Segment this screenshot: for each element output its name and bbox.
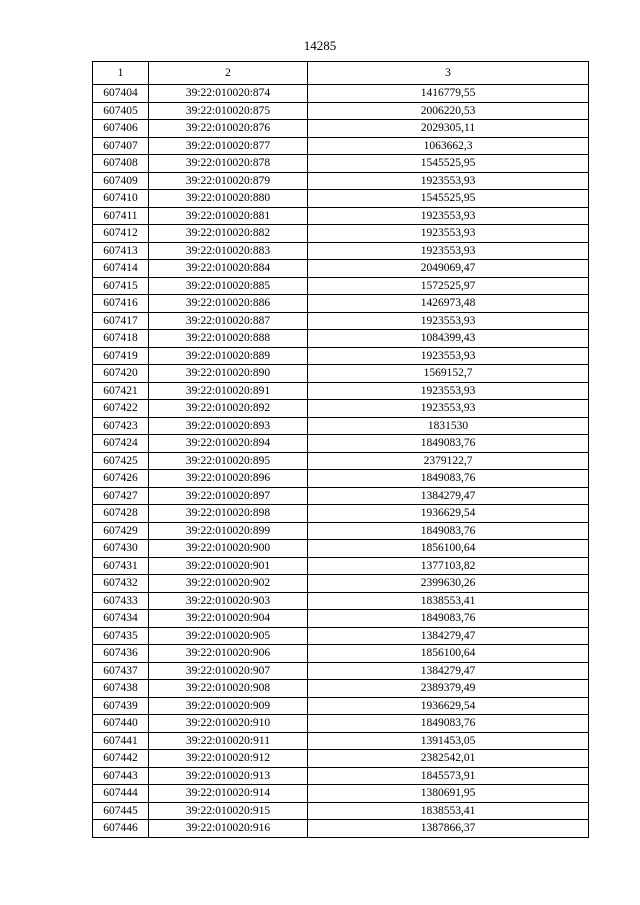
column-header-2: 2 bbox=[149, 62, 308, 85]
cadastral-number-cell: 39:22:010020:897 bbox=[149, 487, 308, 505]
value-cell: 1923553,93 bbox=[308, 382, 589, 400]
table-row bbox=[93, 225, 589, 243]
row-number-cell: 607415 bbox=[93, 277, 149, 295]
row-number-cell: 607422 bbox=[93, 400, 149, 418]
value-cell: 1936629,54 bbox=[308, 505, 589, 523]
value-cell: 2389379,49 bbox=[308, 680, 589, 698]
table-row bbox=[93, 610, 589, 628]
row-number-cell: 607404 bbox=[93, 85, 149, 103]
cadastral-number-cell: 39:22:010020:886 bbox=[149, 295, 308, 313]
value-cell: 1923553,93 bbox=[308, 312, 589, 330]
table-row bbox=[93, 470, 589, 488]
row-number-cell: 607436 bbox=[93, 645, 149, 663]
table-row bbox=[93, 680, 589, 698]
cadastral-number-cell: 39:22:010020:885 bbox=[149, 277, 308, 295]
table-row bbox=[93, 662, 589, 680]
table-row bbox=[93, 400, 589, 418]
table-row bbox=[93, 627, 589, 645]
row-number-cell: 607433 bbox=[93, 592, 149, 610]
row-number-cell: 607407 bbox=[93, 137, 149, 155]
row-number-cell: 607405 bbox=[93, 102, 149, 120]
cadastral-number-cell: 39:22:010020:910 bbox=[149, 715, 308, 733]
row-number-cell: 607442 bbox=[93, 750, 149, 768]
cadastral-number-cell: 39:22:010020:888 bbox=[149, 330, 308, 348]
cadastral-number-cell: 39:22:010020:874 bbox=[149, 85, 308, 103]
cadastral-number-cell: 39:22:010020:906 bbox=[149, 645, 308, 663]
cadastral-number-cell: 39:22:010020:890 bbox=[149, 365, 308, 383]
table-row bbox=[93, 592, 589, 610]
value-cell: 1416779,55 bbox=[308, 85, 589, 103]
value-cell: 1838553,41 bbox=[308, 592, 589, 610]
cadastral-number-cell: 39:22:010020:908 bbox=[149, 680, 308, 698]
cadastral-number-cell: 39:22:010020:909 bbox=[149, 697, 308, 715]
table-row bbox=[93, 172, 589, 190]
value-cell: 1849083,76 bbox=[308, 522, 589, 540]
table-row bbox=[93, 750, 589, 768]
table-row bbox=[93, 365, 589, 383]
page-number: 14285 bbox=[303, 38, 337, 53]
table-row bbox=[93, 435, 589, 453]
cadastral-number-cell: 39:22:010020:879 bbox=[149, 172, 308, 190]
cadastral-number-cell: 39:22:010020:904 bbox=[149, 610, 308, 628]
value-cell: 2399630,26 bbox=[308, 575, 589, 593]
cadastral-number-cell: 39:22:010020:894 bbox=[149, 435, 308, 453]
value-cell: 2029305,11 bbox=[308, 120, 589, 138]
cadastral-number-cell: 39:22:010020:877 bbox=[149, 137, 308, 155]
table-row bbox=[93, 155, 589, 173]
row-number-cell: 607439 bbox=[93, 697, 149, 715]
value-cell: 1572525,97 bbox=[308, 277, 589, 295]
row-number-cell: 607425 bbox=[93, 452, 149, 470]
cadastral-number-cell: 39:22:010020:889 bbox=[149, 347, 308, 365]
header-row bbox=[93, 62, 589, 85]
table-row bbox=[93, 85, 589, 103]
value-cell: 1849083,76 bbox=[308, 470, 589, 488]
table-row bbox=[93, 190, 589, 208]
cadastral-number-cell: 39:22:010020:902 bbox=[149, 575, 308, 593]
value-cell: 1380691,95 bbox=[308, 785, 589, 803]
table-row bbox=[93, 295, 589, 313]
value-cell: 1377103,82 bbox=[308, 557, 589, 575]
table-row bbox=[93, 277, 589, 295]
cadastral-number-cell: 39:22:010020:900 bbox=[149, 540, 308, 558]
value-cell: 2382542,01 bbox=[308, 750, 589, 768]
table-row bbox=[93, 487, 589, 505]
cadastral-number-cell: 39:22:010020:896 bbox=[149, 470, 308, 488]
row-number-cell: 607416 bbox=[93, 295, 149, 313]
value-cell: 1923553,93 bbox=[308, 225, 589, 243]
table-row bbox=[93, 820, 589, 838]
cadastral-number-cell: 39:22:010020:907 bbox=[149, 662, 308, 680]
row-number-cell: 607406 bbox=[93, 120, 149, 138]
row-number-cell: 607410 bbox=[93, 190, 149, 208]
table-row bbox=[93, 120, 589, 138]
row-number-cell: 607446 bbox=[93, 820, 149, 838]
cadastral-number-cell: 39:22:010020:878 bbox=[149, 155, 308, 173]
table-header bbox=[93, 62, 589, 85]
cadastral-number-cell: 39:22:010020:880 bbox=[149, 190, 308, 208]
row-number-cell: 607427 bbox=[93, 487, 149, 505]
cadastral-number-cell: 39:22:010020:914 bbox=[149, 785, 308, 803]
row-number-cell: 607445 bbox=[93, 802, 149, 820]
row-number-cell: 607412 bbox=[93, 225, 149, 243]
value-cell: 1384279,47 bbox=[308, 487, 589, 505]
row-number-cell: 607430 bbox=[93, 540, 149, 558]
row-number-cell: 607431 bbox=[93, 557, 149, 575]
table-row bbox=[93, 207, 589, 225]
value-cell: 1426973,48 bbox=[308, 295, 589, 313]
table-row bbox=[93, 347, 589, 365]
value-cell: 1936629,54 bbox=[308, 697, 589, 715]
value-cell: 2049069,47 bbox=[308, 260, 589, 278]
table-row bbox=[93, 645, 589, 663]
row-number-cell: 607440 bbox=[93, 715, 149, 733]
table-row bbox=[93, 575, 589, 593]
cadastral-number-cell: 39:22:010020:887 bbox=[149, 312, 308, 330]
table-row bbox=[93, 697, 589, 715]
value-cell: 2379122,7 bbox=[308, 452, 589, 470]
cadastral-number-cell: 39:22:010020:916 bbox=[149, 820, 308, 838]
cadastral-number-cell: 39:22:010020:905 bbox=[149, 627, 308, 645]
table-row bbox=[93, 312, 589, 330]
table-row bbox=[93, 785, 589, 803]
table-row bbox=[93, 102, 589, 120]
table-row bbox=[93, 522, 589, 540]
table-body bbox=[93, 85, 589, 838]
row-number-cell: 607435 bbox=[93, 627, 149, 645]
row-number-cell: 607428 bbox=[93, 505, 149, 523]
value-cell: 1845573,91 bbox=[308, 767, 589, 785]
row-number-cell: 607429 bbox=[93, 522, 149, 540]
cadastral-number-cell: 39:22:010020:901 bbox=[149, 557, 308, 575]
cadastral-number-cell: 39:22:010020:915 bbox=[149, 802, 308, 820]
row-number-cell: 607444 bbox=[93, 785, 149, 803]
value-cell: 1923553,93 bbox=[308, 242, 589, 260]
row-number-cell: 607423 bbox=[93, 417, 149, 435]
table-row bbox=[93, 715, 589, 733]
value-cell: 1387866,37 bbox=[308, 820, 589, 838]
row-number-cell: 607409 bbox=[93, 172, 149, 190]
row-number-cell: 607414 bbox=[93, 260, 149, 278]
cadastral-number-cell: 39:22:010020:912 bbox=[149, 750, 308, 768]
row-number-cell: 607418 bbox=[93, 330, 149, 348]
cadastral-number-cell: 39:22:010020:884 bbox=[149, 260, 308, 278]
value-cell: 1856100,64 bbox=[308, 645, 589, 663]
value-cell: 1545525,95 bbox=[308, 190, 589, 208]
table-row bbox=[93, 242, 589, 260]
row-number-cell: 607420 bbox=[93, 365, 149, 383]
row-number-cell: 607413 bbox=[93, 242, 149, 260]
cadastral-number-cell: 39:22:010020:895 bbox=[149, 452, 308, 470]
cadastral-number-cell: 39:22:010020:899 bbox=[149, 522, 308, 540]
value-cell: 1384279,47 bbox=[308, 662, 589, 680]
table-row bbox=[93, 767, 589, 785]
table-row bbox=[93, 260, 589, 278]
row-number-cell: 607434 bbox=[93, 610, 149, 628]
table-row bbox=[93, 802, 589, 820]
cadastral-number-cell: 39:22:010020:898 bbox=[149, 505, 308, 523]
value-cell: 1849083,76 bbox=[308, 715, 589, 733]
data-table bbox=[92, 61, 589, 838]
cadastral-number-cell: 39:22:010020:883 bbox=[149, 242, 308, 260]
row-number-cell: 607426 bbox=[93, 470, 149, 488]
row-number-cell: 607441 bbox=[93, 732, 149, 750]
cadastral-number-cell: 39:22:010020:911 bbox=[149, 732, 308, 750]
row-number-cell: 607408 bbox=[93, 155, 149, 173]
value-cell: 1569152,7 bbox=[308, 365, 589, 383]
value-cell: 1923553,93 bbox=[308, 400, 589, 418]
value-cell: 1545525,95 bbox=[308, 155, 589, 173]
row-number-cell: 607419 bbox=[93, 347, 149, 365]
table-row bbox=[93, 557, 589, 575]
value-cell: 1831530 bbox=[308, 417, 589, 435]
cadastral-number-cell: 39:22:010020:882 bbox=[149, 225, 308, 243]
cadastral-number-cell: 39:22:010020:893 bbox=[149, 417, 308, 435]
row-number-cell: 607443 bbox=[93, 767, 149, 785]
cadastral-number-cell: 39:22:010020:903 bbox=[149, 592, 308, 610]
value-cell: 1838553,41 bbox=[308, 802, 589, 820]
cadastral-number-cell: 39:22:010020:892 bbox=[149, 400, 308, 418]
row-number-cell: 607432 bbox=[93, 575, 149, 593]
table-row bbox=[93, 505, 589, 523]
value-cell: 1849083,76 bbox=[308, 610, 589, 628]
value-cell: 1923553,93 bbox=[308, 172, 589, 190]
row-number-cell: 607417 bbox=[93, 312, 149, 330]
value-cell: 2006220,53 bbox=[308, 102, 589, 120]
value-cell: 1923553,93 bbox=[308, 347, 589, 365]
row-number-cell: 607421 bbox=[93, 382, 149, 400]
row-number-cell: 607437 bbox=[93, 662, 149, 680]
row-number-cell: 607438 bbox=[93, 680, 149, 698]
cadastral-number-cell: 39:22:010020:876 bbox=[149, 120, 308, 138]
column-header-1: 1 bbox=[93, 62, 149, 85]
cadastral-number-cell: 39:22:010020:913 bbox=[149, 767, 308, 785]
table-row bbox=[93, 452, 589, 470]
table-row bbox=[93, 417, 589, 435]
cadastral-number-cell: 39:22:010020:875 bbox=[149, 102, 308, 120]
value-cell: 1063662,3 bbox=[308, 137, 589, 155]
value-cell: 1849083,76 bbox=[308, 435, 589, 453]
value-cell: 1384279,47 bbox=[308, 627, 589, 645]
column-header-3: 3 bbox=[308, 62, 589, 85]
cadastral-number-cell: 39:22:010020:881 bbox=[149, 207, 308, 225]
value-cell: 1391453,05 bbox=[308, 732, 589, 750]
table-row bbox=[93, 330, 589, 348]
table-row bbox=[93, 540, 589, 558]
value-cell: 1084399,43 bbox=[308, 330, 589, 348]
table-row bbox=[93, 382, 589, 400]
row-number-cell: 607411 bbox=[93, 207, 149, 225]
row-number-cell: 607424 bbox=[93, 435, 149, 453]
cadastral-number-cell: 39:22:010020:891 bbox=[149, 382, 308, 400]
value-cell: 1856100,64 bbox=[308, 540, 589, 558]
value-cell: 1923553,93 bbox=[308, 207, 589, 225]
table-row bbox=[93, 137, 589, 155]
table-row bbox=[93, 732, 589, 750]
